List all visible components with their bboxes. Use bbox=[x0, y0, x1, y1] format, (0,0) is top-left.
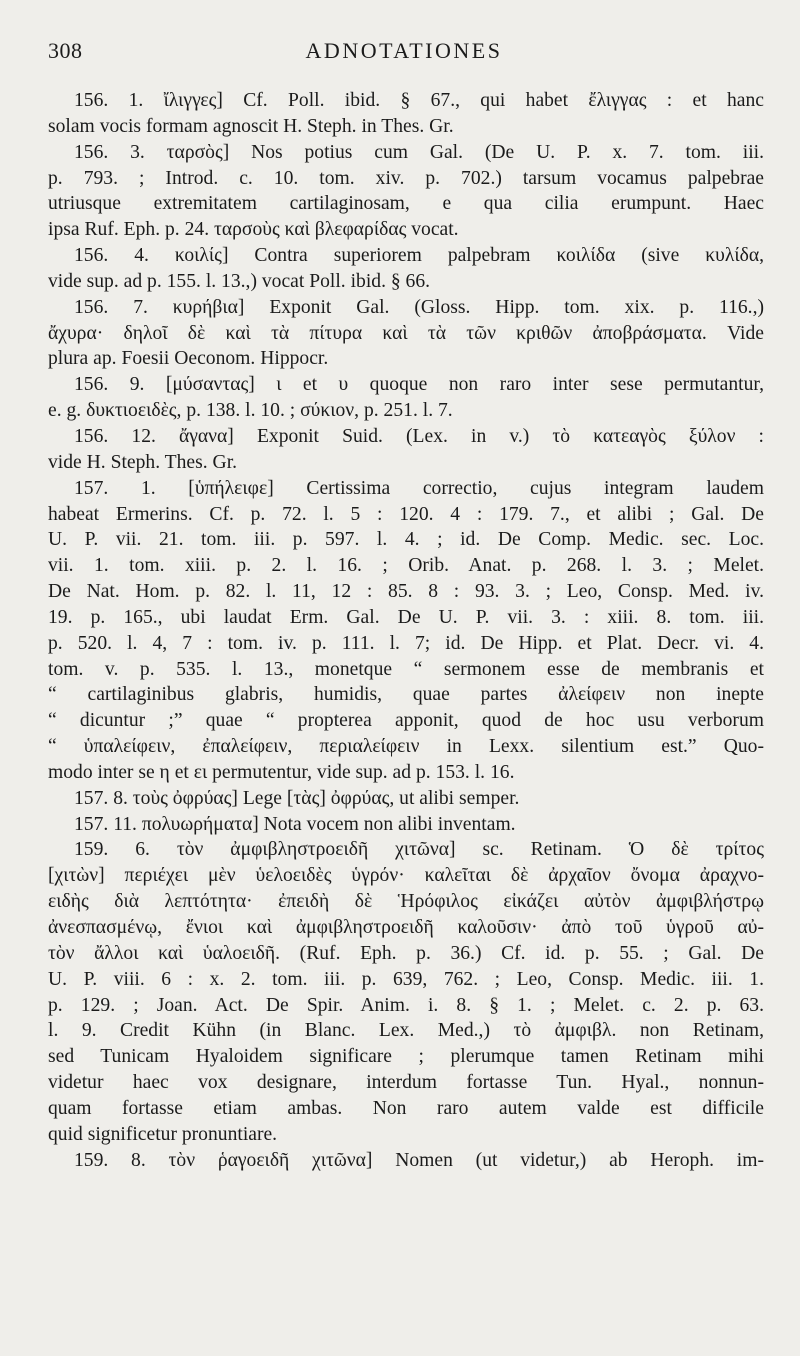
text-line: 19. p. 165., ubi laudat Erm. Gal. De U. P. vii. 3. : xiii. 8. tom. iii. bbox=[48, 606, 764, 628]
page-header bbox=[48, 38, 760, 74]
text-line: videtur haec vox designare, interdum fortasse Tun. Hyal., nonnun- bbox=[48, 1072, 764, 1094]
text-line: 156. 3. ταρσὸς] Nos potius cum Gal. (De U. P. x. 7. tom. iii. bbox=[74, 141, 764, 163]
text-line: quam fortasse etiam ambas. Non raro autem valde est difficile bbox=[48, 1097, 764, 1119]
page-number: 308 bbox=[48, 38, 83, 63]
text-line: p. 793. ; Introd. c. 10. tom. xiv. p. 702.) tarsum vocamus palpebrae bbox=[48, 167, 764, 189]
text-line: utriusque extremitatem cartilaginosam, e qua cilia erumpunt. Haec bbox=[48, 193, 764, 215]
text-line: 157. 1. [ὑπήλειφε] Certissima correctio, cujus integram laudem bbox=[74, 477, 764, 499]
text-line: ἀνεσπασμένῳ, ἔνιοι καὶ ἀμφιβληστροειδῆ καλοῦσιν· ἀπὸ τοῦ ὑγροῦ αὐ- bbox=[48, 917, 764, 938]
text-line: modo inter se η et ει permutentur, vide sup. ad p. 153. l. 16. bbox=[48, 761, 515, 783]
text-line: 156. 7. κυρήβια] Exponit Gal. (Gloss. Hipp. tom. xix. p. 116.,) bbox=[74, 296, 764, 318]
text-line: 156. 9. [μύσαντας] ι et υ quoque non raro inter sese permutantur, bbox=[74, 374, 764, 396]
text-line: τὸν ἄλλοι καὶ ὑαλοειδῆ. (Ruf. Eph. p. 36.) Cf. id. p. 55. ; Gal. De bbox=[48, 942, 764, 964]
text-line: ipsa Ruf. Eph. p. 24. ταρσοὺς καὶ βλεφαρίδας vocat. bbox=[48, 219, 459, 241]
text-line: e. g. δυκτιοειδὲς, p. 138. l. 10. ; σύκιον, p. 251. l. 7. bbox=[48, 400, 453, 422]
text-line: habeat Ermerins. Cf. p. 72. l. 5 : 120. 4 : 179. 7., et alibi ; Gal. De bbox=[48, 503, 764, 525]
text-line: p. 520. l. 4, 7 : tom. iv. p. 111. l. 7; id. De Hipp. et Plat. Decr. vi. 4. bbox=[48, 632, 764, 654]
text-line: sed Tunicam Hyaloidem significare ; plerumque tamen Retinam mihi bbox=[48, 1046, 764, 1068]
text-line: [χιτὼν] περιέχει μὲν ὑελοειδὲς ὑγρόν· καλεῖται δὲ ἀρχαῖον ὄνομα ἀραχνο- bbox=[48, 865, 764, 887]
text-line: tom. v. p. 535. l. 13., monetque “ sermonem esse de membranis et bbox=[48, 658, 764, 680]
text-line: U. P. viii. 6 : x. 2. tom. iii. p. 639, 762. ; Leo, Consp. Medic. iii. 1. bbox=[48, 968, 764, 990]
text-line: ἄχυρα· δηλοῖ δὲ καὶ τὰ πίτυρα καὶ τὰ τῶν κριθῶν ἀποβράσματα. Vide bbox=[48, 322, 764, 344]
text-line: quid significetur pronuntiare. bbox=[48, 1123, 278, 1145]
text-line: 156. 1. ἴλιγγες] Cf. Poll. ibid. § 67., qui habet ἔλιγγας : et hanc bbox=[74, 90, 764, 111]
text-line: 156. 12. ἄγανα] Exponit Suid. (Lex. in v.) τὸ κατεαγὸς ξύλον : bbox=[74, 425, 764, 447]
running-title: ADNOTATIONES bbox=[305, 38, 503, 63]
text-line: ειδὴς διὰ λεπτότητα· ἐπειδὴ δὲ Ἡρόφιλος εἰκάζει αὐτὸν ἀμφιβλήστρῳ bbox=[48, 891, 764, 913]
text-line: “ cartilaginibus glabris, humidis, quae partes ἀλείφειν non inepte bbox=[48, 684, 764, 706]
text-line: solam vocis formam agnoscit H. Steph. in Thes. Gr. bbox=[48, 115, 454, 137]
text-line: l. 9. Credit Kühn (in Blanc. Lex. Med.,) τὸ ἀμφιβλ. non Retinam, bbox=[48, 1020, 764, 1042]
text-line: “ dicuntur ;” quae “ propterea apponit, quod de hoc usu verborum bbox=[48, 710, 764, 732]
text-line: De Nat. Hom. p. 82. l. 11, 12 : 85. 8 : 93. 3. ; Leo, Consp. Med. iv. bbox=[48, 581, 764, 603]
annotations-body bbox=[48, 88, 764, 1173]
text-line: U. P. vii. 21. tom. iii. p. 597. l. 4. ; id. De Comp. Medic. sec. Loc. bbox=[48, 529, 764, 551]
text-line: vide sup. ad p. 155. l. 13.,) vocat Poll. ibid. § 66. bbox=[48, 270, 431, 292]
text-line: vii. 1. tom. xiii. p. 2. l. 16. ; Orib. Anat. p. 268. l. 3. ; Melet. bbox=[48, 555, 764, 577]
text-line: 157. 11. πολυωρήματα] Nota vocem non alibi inventam. bbox=[74, 813, 516, 835]
text-line: 159. 8. τὸν ῥαγοειδῆ χιτῶνα] Nomen (ut videtur,) ab Heroph. im- bbox=[74, 1149, 764, 1171]
text-line: plura ap. Foesii Oeconom. Hippocr. bbox=[48, 348, 329, 370]
text-line: 156. 4. κοιλίς] Contra superiorem palpebram κοιλίδα (sive κυλίδα, bbox=[74, 245, 764, 267]
text-line: 159. 6. τὸν ἀμφιβληστροειδῆ χιτῶνα] sc. Retinam. Ὁ δὲ τρίτος bbox=[74, 839, 764, 861]
text-line: “ ὑπαλείφειν, ἐπαλείφειν, περιαλείφειν in Lexx. silentium est.” Quo- bbox=[48, 736, 764, 758]
text-line: p. 129. ; Joan. Act. De Spir. Anim. i. 8. § 1. ; Melet. c. 2. p. 63. bbox=[48, 994, 764, 1016]
text-line: vide H. Steph. Thes. Gr. bbox=[48, 451, 238, 473]
text-line: 157. 8. τοὺς ὀφρύας] Lege [τὰς] ὀφρύας, ut alibi semper. bbox=[74, 787, 520, 809]
